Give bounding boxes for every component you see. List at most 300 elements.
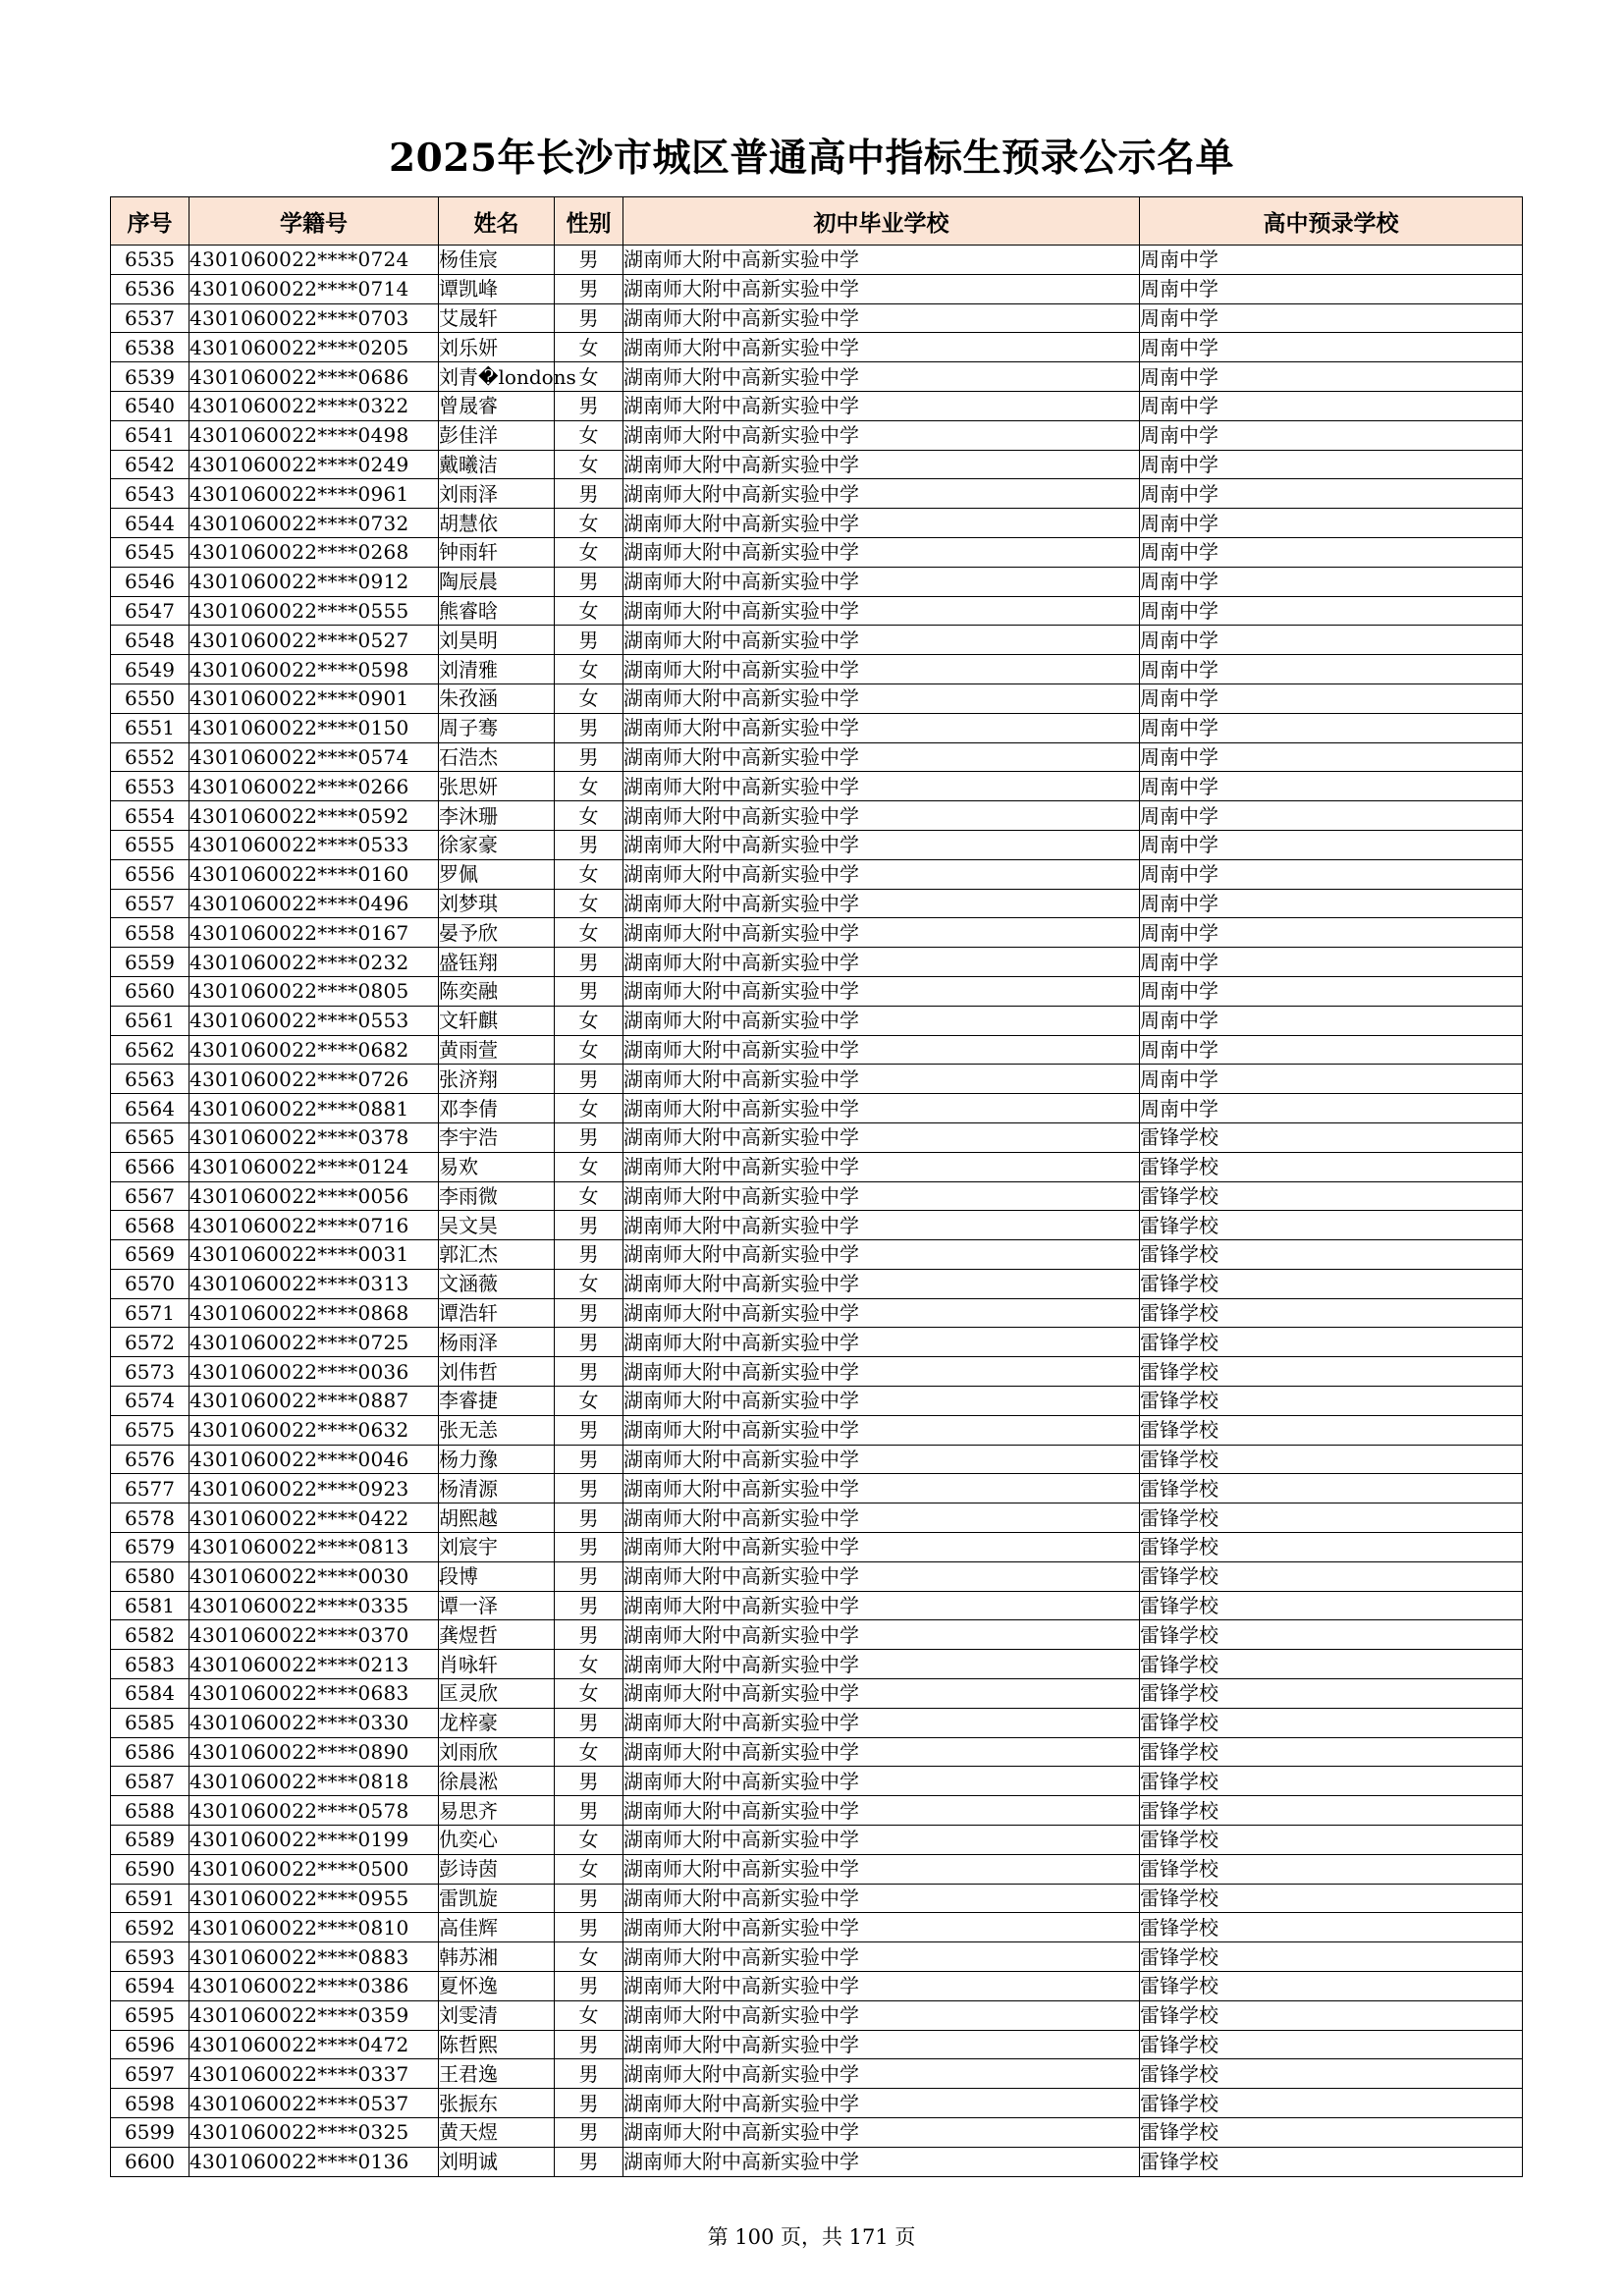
cell-no: 6566 xyxy=(111,1152,189,1181)
cell-name: 戴曦洁 xyxy=(439,450,555,479)
cell-senior-school: 雷锋学校 xyxy=(1140,1796,1523,1826)
table-row xyxy=(111,918,1523,948)
cell-student-id: 4301060022****0335 xyxy=(189,1591,439,1620)
cell-senior-school: 周南中学 xyxy=(1140,772,1523,801)
table-row xyxy=(111,1006,1523,1035)
cell-junior-school: 湖南师大附中高新实验中学 xyxy=(623,1884,1140,1913)
header-name: 姓名 xyxy=(439,197,555,246)
table-row xyxy=(111,420,1523,450)
cell-senior-school: 雷锋学校 xyxy=(1140,1561,1523,1591)
cell-sex: 男 xyxy=(555,626,623,655)
cell-no: 6572 xyxy=(111,1328,189,1357)
cell-no: 6575 xyxy=(111,1415,189,1445)
cell-no: 6584 xyxy=(111,1679,189,1709)
cell-junior-school: 湖南师大附中高新实验中学 xyxy=(623,1094,1140,1123)
cell-student-id: 4301060022****0703 xyxy=(189,303,439,333)
cell-sex: 女 xyxy=(555,772,623,801)
table-row xyxy=(111,655,1523,684)
cell-sex: 男 xyxy=(555,479,623,509)
cell-name: 朱孜涵 xyxy=(439,683,555,713)
cell-no: 6585 xyxy=(111,1708,189,1737)
cell-sex: 女 xyxy=(555,509,623,538)
cell-junior-school: 湖南师大附中高新实验中学 xyxy=(623,2118,1140,2148)
cell-name: 刘乐妍 xyxy=(439,333,555,362)
cell-sex: 男 xyxy=(555,1884,623,1913)
cell-no: 6542 xyxy=(111,450,189,479)
cell-junior-school: 湖南师大附中高新实验中学 xyxy=(623,1298,1140,1328)
cell-name: 彭诗茵 xyxy=(439,1854,555,1884)
cell-student-id: 4301060022****0961 xyxy=(189,479,439,509)
cell-sex: 女 xyxy=(555,1094,623,1123)
cell-name: 陈哲熙 xyxy=(439,2030,555,2059)
cell-junior-school: 湖南师大附中高新实验中学 xyxy=(623,1122,1140,1152)
cell-junior-school: 湖南师大附中高新实验中学 xyxy=(623,1972,1140,2001)
cell-senior-school: 雷锋学校 xyxy=(1140,1445,1523,1474)
table-row xyxy=(111,274,1523,303)
table-row xyxy=(111,1737,1523,1767)
cell-sex: 女 xyxy=(555,655,623,684)
cell-sex: 女 xyxy=(555,683,623,713)
cell-junior-school: 湖南师大附中高新实验中学 xyxy=(623,889,1140,918)
table-row xyxy=(111,333,1523,362)
cell-student-id: 4301060022****0036 xyxy=(189,1357,439,1387)
cell-junior-school: 湖南师大附中高新实验中学 xyxy=(623,683,1140,713)
cell-name: 李睿捷 xyxy=(439,1387,555,1416)
cell-sex: 男 xyxy=(555,2147,623,2176)
cell-sex: 男 xyxy=(555,303,623,333)
cell-no: 6550 xyxy=(111,683,189,713)
cell-no: 6579 xyxy=(111,1533,189,1562)
cell-junior-school: 湖南师大附中高新实验中学 xyxy=(623,1211,1140,1240)
table-row xyxy=(111,1122,1523,1152)
cell-name: 邓李倩 xyxy=(439,1094,555,1123)
cell-name: 黄雨萱 xyxy=(439,1035,555,1065)
cell-sex: 男 xyxy=(555,948,623,977)
cell-no: 6549 xyxy=(111,655,189,684)
cell-no: 6535 xyxy=(111,246,189,275)
cell-sex: 女 xyxy=(555,1650,623,1679)
cell-no: 6583 xyxy=(111,1650,189,1679)
cell-student-id: 4301060022****0378 xyxy=(189,1122,439,1152)
cell-student-id: 4301060022****0810 xyxy=(189,1913,439,1942)
table-row xyxy=(111,1561,1523,1591)
cell-senior-school: 周南中学 xyxy=(1140,742,1523,772)
cell-student-id: 4301060022****0901 xyxy=(189,683,439,713)
cell-senior-school: 周南中学 xyxy=(1140,1006,1523,1035)
cell-junior-school: 湖南师大附中高新实验中学 xyxy=(623,479,1140,509)
cell-junior-school: 湖南师大附中高新实验中学 xyxy=(623,420,1140,450)
cell-name: 刘昊明 xyxy=(439,626,555,655)
cell-student-id: 4301060022****0805 xyxy=(189,976,439,1006)
cell-no: 6578 xyxy=(111,1503,189,1533)
table-row xyxy=(111,1620,1523,1650)
cell-student-id: 4301060022****0813 xyxy=(189,1533,439,1562)
cell-senior-school: 周南中学 xyxy=(1140,537,1523,567)
cell-no: 6536 xyxy=(111,274,189,303)
cell-junior-school: 湖南师大附中高新实验中学 xyxy=(623,626,1140,655)
cell-senior-school: 雷锋学校 xyxy=(1140,1913,1523,1942)
cell-student-id: 4301060022****0682 xyxy=(189,1035,439,1065)
header-junior-school: 初中毕业学校 xyxy=(623,197,1140,246)
cell-sex: 男 xyxy=(555,567,623,596)
cell-name: 熊睿晗 xyxy=(439,596,555,626)
cell-senior-school: 周南中学 xyxy=(1140,509,1523,538)
cell-sex: 男 xyxy=(555,1357,623,1387)
cell-sex: 女 xyxy=(555,1152,623,1181)
cell-sex: 男 xyxy=(555,742,623,772)
cell-junior-school: 湖南师大附中高新实验中学 xyxy=(623,1387,1140,1416)
cell-no: 6546 xyxy=(111,567,189,596)
table-row xyxy=(111,1854,1523,1884)
cell-no: 6588 xyxy=(111,1796,189,1826)
cell-sex: 女 xyxy=(555,1269,623,1298)
cell-sex: 女 xyxy=(555,450,623,479)
cell-senior-school: 雷锋学校 xyxy=(1140,2118,1523,2148)
table-row xyxy=(111,1708,1523,1737)
cell-no: 6543 xyxy=(111,479,189,509)
cell-sex: 女 xyxy=(555,801,623,831)
table-row xyxy=(111,1211,1523,1240)
cell-student-id: 4301060022****0714 xyxy=(189,274,439,303)
cell-no: 6573 xyxy=(111,1357,189,1387)
cell-junior-school: 湖南师大附中高新实验中学 xyxy=(623,742,1140,772)
cell-name: 刘雨泽 xyxy=(439,479,555,509)
cell-student-id: 4301060022****0199 xyxy=(189,1826,439,1855)
cell-student-id: 4301060022****0533 xyxy=(189,830,439,859)
cell-senior-school: 雷锋学校 xyxy=(1140,1387,1523,1416)
cell-sex: 女 xyxy=(555,1942,623,1972)
cell-junior-school: 湖南师大附中高新实验中学 xyxy=(623,830,1140,859)
table-row xyxy=(111,948,1523,977)
cell-junior-school: 湖南师大附中高新实验中学 xyxy=(623,1767,1140,1796)
cell-sex: 女 xyxy=(555,596,623,626)
cell-junior-school: 湖南师大附中高新实验中学 xyxy=(623,362,1140,392)
cell-student-id: 4301060022****0370 xyxy=(189,1620,439,1650)
cell-name: 张思妍 xyxy=(439,772,555,801)
cell-senior-school: 雷锋学校 xyxy=(1140,1152,1523,1181)
cell-senior-school: 周南中学 xyxy=(1140,274,1523,303)
cell-student-id: 4301060022****0046 xyxy=(189,1445,439,1474)
cell-student-id: 4301060022****0555 xyxy=(189,596,439,626)
cell-junior-school: 湖南师大附中高新实验中学 xyxy=(623,1035,1140,1065)
cell-sex: 男 xyxy=(555,1561,623,1591)
cell-sex: 男 xyxy=(555,274,623,303)
cell-name: 彭佳洋 xyxy=(439,420,555,450)
cell-no: 6586 xyxy=(111,1737,189,1767)
cell-student-id: 4301060022****0386 xyxy=(189,1972,439,2001)
cell-junior-school: 湖南师大附中高新实验中学 xyxy=(623,1854,1140,1884)
cell-sex: 女 xyxy=(555,1387,623,1416)
cell-sex: 女 xyxy=(555,859,623,889)
cell-student-id: 4301060022****0725 xyxy=(189,1328,439,1357)
cell-senior-school: 雷锋学校 xyxy=(1140,1122,1523,1152)
cell-student-id: 4301060022****0598 xyxy=(189,655,439,684)
cell-sex: 女 xyxy=(555,1679,623,1709)
cell-junior-school: 湖南师大附中高新实验中学 xyxy=(623,772,1140,801)
cell-name: 徐家豪 xyxy=(439,830,555,859)
cell-name: 吴文昊 xyxy=(439,1211,555,1240)
cell-name: 刘梦琪 xyxy=(439,889,555,918)
cell-student-id: 4301060022****0632 xyxy=(189,1415,439,1445)
cell-sex: 男 xyxy=(555,1972,623,2001)
cell-name: 艾晟轩 xyxy=(439,303,555,333)
cell-no: 6589 xyxy=(111,1826,189,1855)
cell-senior-school: 雷锋学校 xyxy=(1140,1181,1523,1211)
table-row xyxy=(111,1357,1523,1387)
table-row xyxy=(111,1942,1523,1972)
cell-name: 谭一泽 xyxy=(439,1591,555,1620)
cell-name: 黄天煜 xyxy=(439,2118,555,2148)
cell-student-id: 4301060022****0337 xyxy=(189,2059,439,2089)
cell-no: 6577 xyxy=(111,1474,189,1503)
cell-senior-school: 周南中学 xyxy=(1140,889,1523,918)
table-row xyxy=(111,567,1523,596)
cell-junior-school: 湖南师大附中高新实验中学 xyxy=(623,567,1140,596)
cell-sex: 男 xyxy=(555,830,623,859)
cell-sex: 男 xyxy=(555,1591,623,1620)
cell-junior-school: 湖南师大附中高新实验中学 xyxy=(623,1152,1140,1181)
cell-no: 6590 xyxy=(111,1854,189,1884)
cell-name: 李雨微 xyxy=(439,1181,555,1211)
cell-senior-school: 周南中学 xyxy=(1140,1065,1523,1094)
cell-senior-school: 雷锋学校 xyxy=(1140,1737,1523,1767)
cell-student-id: 4301060022****0205 xyxy=(189,333,439,362)
cell-senior-school: 周南中学 xyxy=(1140,948,1523,977)
cell-sex: 女 xyxy=(555,1006,623,1035)
cell-junior-school: 湖南师大附中高新实验中学 xyxy=(623,713,1140,742)
table-row xyxy=(111,362,1523,392)
cell-sex: 女 xyxy=(555,333,623,362)
cell-no: 6567 xyxy=(111,1181,189,1211)
cell-sex: 男 xyxy=(555,1445,623,1474)
cell-senior-school: 雷锋学校 xyxy=(1140,1357,1523,1387)
cell-junior-school: 湖南师大附中高新实验中学 xyxy=(623,801,1140,831)
cell-senior-school: 雷锋学校 xyxy=(1140,2059,1523,2089)
cell-senior-school: 雷锋学校 xyxy=(1140,1884,1523,1913)
cell-no: 6593 xyxy=(111,1942,189,1972)
cell-sex: 男 xyxy=(555,246,623,275)
cell-junior-school: 湖南师大附中高新实验中学 xyxy=(623,596,1140,626)
cell-no: 6591 xyxy=(111,1884,189,1913)
table-row xyxy=(111,1474,1523,1503)
cell-senior-school: 雷锋学校 xyxy=(1140,1533,1523,1562)
cell-no: 6596 xyxy=(111,2030,189,2059)
table-row xyxy=(111,479,1523,509)
cell-no: 6538 xyxy=(111,333,189,362)
cell-sex: 男 xyxy=(555,713,623,742)
table-row xyxy=(111,1328,1523,1357)
cell-name: 罗佩 xyxy=(439,859,555,889)
table-row xyxy=(111,626,1523,655)
cell-no: 6537 xyxy=(111,303,189,333)
cell-name: 韩苏湘 xyxy=(439,1942,555,1972)
cell-senior-school: 雷锋学校 xyxy=(1140,1474,1523,1503)
cell-junior-school: 湖南师大附中高新实验中学 xyxy=(623,2059,1140,2089)
cell-student-id: 4301060022****0322 xyxy=(189,391,439,420)
cell-student-id: 4301060022****0955 xyxy=(189,1884,439,1913)
cell-name: 雷凯旋 xyxy=(439,1884,555,1913)
table-row xyxy=(111,1591,1523,1620)
table-row xyxy=(111,246,1523,275)
table-row xyxy=(111,391,1523,420)
cell-junior-school: 湖南师大附中高新实验中学 xyxy=(623,1913,1140,1942)
table-row xyxy=(111,1415,1523,1445)
cell-sex: 女 xyxy=(555,362,623,392)
cell-name: 易欢 xyxy=(439,1152,555,1181)
cell-student-id: 4301060022****0592 xyxy=(189,801,439,831)
table-row xyxy=(111,1152,1523,1181)
cell-student-id: 4301060022****0313 xyxy=(189,1269,439,1298)
cell-senior-school: 周南中学 xyxy=(1140,596,1523,626)
cell-sex: 女 xyxy=(555,1826,623,1855)
cell-no: 6564 xyxy=(111,1094,189,1123)
cell-student-id: 4301060022****0330 xyxy=(189,1708,439,1737)
cell-student-id: 4301060022****0124 xyxy=(189,1152,439,1181)
cell-junior-school: 湖南师大附中高新实验中学 xyxy=(623,450,1140,479)
cell-no: 6559 xyxy=(111,948,189,977)
cell-sex: 男 xyxy=(555,1065,623,1094)
cell-name: 刘雨欣 xyxy=(439,1737,555,1767)
cell-senior-school: 雷锋学校 xyxy=(1140,1679,1523,1709)
cell-no: 6540 xyxy=(111,391,189,420)
table-row xyxy=(111,2089,1523,2118)
cell-no: 6560 xyxy=(111,976,189,1006)
cell-name: 刘清雅 xyxy=(439,655,555,684)
cell-sex: 女 xyxy=(555,1854,623,1884)
cell-no: 6600 xyxy=(111,2147,189,2176)
cell-no: 6544 xyxy=(111,509,189,538)
cell-junior-school: 湖南师大附中高新实验中学 xyxy=(623,1679,1140,1709)
cell-student-id: 4301060022****0249 xyxy=(189,450,439,479)
cell-name: 盛钰翔 xyxy=(439,948,555,977)
header-student-id: 学籍号 xyxy=(189,197,439,246)
table-row xyxy=(111,450,1523,479)
cell-senior-school: 周南中学 xyxy=(1140,450,1523,479)
table-row xyxy=(111,830,1523,859)
table-row xyxy=(111,596,1523,626)
cell-student-id: 4301060022****0887 xyxy=(189,1387,439,1416)
cell-senior-school: 雷锋学校 xyxy=(1140,1826,1523,1855)
cell-junior-school: 湖南师大附中高新实验中学 xyxy=(623,655,1140,684)
cell-junior-school: 湖南师大附中高新实验中学 xyxy=(623,1269,1140,1298)
cell-no: 6592 xyxy=(111,1913,189,1942)
table-row xyxy=(111,2118,1523,2148)
cell-junior-school: 湖南师大附中高新实验中学 xyxy=(623,274,1140,303)
cell-senior-school: 雷锋学校 xyxy=(1140,1620,1523,1650)
cell-name: 张振东 xyxy=(439,2089,555,2118)
cell-no: 6597 xyxy=(111,2059,189,2089)
cell-name: 李宇浩 xyxy=(439,1122,555,1152)
cell-junior-school: 湖南师大附中高新实验中学 xyxy=(623,1240,1140,1270)
table-row xyxy=(111,1913,1523,1942)
cell-junior-school: 湖南师大附中高新实验中学 xyxy=(623,1533,1140,1562)
cell-no: 6556 xyxy=(111,859,189,889)
cell-no: 6563 xyxy=(111,1065,189,1094)
cell-name: 龙梓豪 xyxy=(439,1708,555,1737)
cell-student-id: 4301060022****0923 xyxy=(189,1474,439,1503)
cell-student-id: 4301060022****0056 xyxy=(189,1181,439,1211)
cell-name: 杨佳宸 xyxy=(439,246,555,275)
cell-name: 胡熙越 xyxy=(439,1503,555,1533)
table-row xyxy=(111,303,1523,333)
cell-name: 谭浩轩 xyxy=(439,1298,555,1328)
table-row xyxy=(111,1533,1523,1562)
table-row xyxy=(111,1445,1523,1474)
table-row xyxy=(111,1094,1523,1123)
cell-senior-school: 雷锋学校 xyxy=(1140,1591,1523,1620)
cell-junior-school: 湖南师大附中高新实验中学 xyxy=(623,2000,1140,2030)
cell-student-id: 4301060022****0496 xyxy=(189,889,439,918)
cell-senior-school: 周南中学 xyxy=(1140,713,1523,742)
cell-name: 陈奕融 xyxy=(439,976,555,1006)
cell-junior-school: 湖南师大附中高新实验中学 xyxy=(623,1796,1140,1826)
cell-no: 6545 xyxy=(111,537,189,567)
cell-student-id: 4301060022****0266 xyxy=(189,772,439,801)
cell-no: 6599 xyxy=(111,2118,189,2148)
cell-name: 刘青�londons xyxy=(439,362,555,392)
cell-senior-school: 周南中学 xyxy=(1140,479,1523,509)
cell-student-id: 4301060022****0818 xyxy=(189,1767,439,1796)
cell-sex: 女 xyxy=(555,1035,623,1065)
cell-junior-school: 湖南师大附中高新实验中学 xyxy=(623,1415,1140,1445)
cell-student-id: 4301060022****0498 xyxy=(189,420,439,450)
cell-junior-school: 湖南师大附中高新实验中学 xyxy=(623,2147,1140,2176)
cell-senior-school: 周南中学 xyxy=(1140,801,1523,831)
cell-junior-school: 湖南师大附中高新实验中学 xyxy=(623,948,1140,977)
cell-senior-school: 雷锋学校 xyxy=(1140,1650,1523,1679)
cell-junior-school: 湖南师大附中高新实验中学 xyxy=(623,303,1140,333)
cell-senior-school: 雷锋学校 xyxy=(1140,1415,1523,1445)
cell-no: 6598 xyxy=(111,2089,189,2118)
cell-sex: 男 xyxy=(555,1415,623,1445)
table-row xyxy=(111,1503,1523,1533)
table-row xyxy=(111,1767,1523,1796)
cell-student-id: 4301060022****0500 xyxy=(189,1854,439,1884)
cell-senior-school: 周南中学 xyxy=(1140,303,1523,333)
cell-name: 张济翔 xyxy=(439,1065,555,1094)
table-row xyxy=(111,1035,1523,1065)
cell-junior-school: 湖南师大附中高新实验中学 xyxy=(623,1503,1140,1533)
cell-name: 陶辰晨 xyxy=(439,567,555,596)
cell-name: 刘宸宇 xyxy=(439,1533,555,1562)
table-row xyxy=(111,742,1523,772)
cell-no: 6565 xyxy=(111,1122,189,1152)
cell-senior-school: 雷锋学校 xyxy=(1140,2000,1523,2030)
cell-sex: 男 xyxy=(555,1211,623,1240)
table-row xyxy=(111,2059,1523,2089)
cell-junior-school: 湖南师大附中高新实验中学 xyxy=(623,859,1140,889)
table-row xyxy=(111,1650,1523,1679)
cell-no: 6541 xyxy=(111,420,189,450)
table-row xyxy=(111,889,1523,918)
cell-senior-school: 雷锋学校 xyxy=(1140,2030,1523,2059)
cell-name: 文涵薇 xyxy=(439,1269,555,1298)
cell-name: 杨清源 xyxy=(439,1474,555,1503)
cell-no: 6574 xyxy=(111,1387,189,1416)
cell-name: 钟雨轩 xyxy=(439,537,555,567)
cell-senior-school: 雷锋学校 xyxy=(1140,1854,1523,1884)
cell-sex: 男 xyxy=(555,1474,623,1503)
cell-name: 曾晟睿 xyxy=(439,391,555,420)
cell-sex: 女 xyxy=(555,537,623,567)
cell-name: 易思齐 xyxy=(439,1796,555,1826)
cell-name: 杨雨泽 xyxy=(439,1328,555,1357)
cell-name: 刘明诚 xyxy=(439,2147,555,2176)
cell-no: 6557 xyxy=(111,889,189,918)
cell-senior-school: 周南中学 xyxy=(1140,918,1523,948)
cell-name: 王君逸 xyxy=(439,2059,555,2089)
table-header-row xyxy=(111,197,1523,246)
